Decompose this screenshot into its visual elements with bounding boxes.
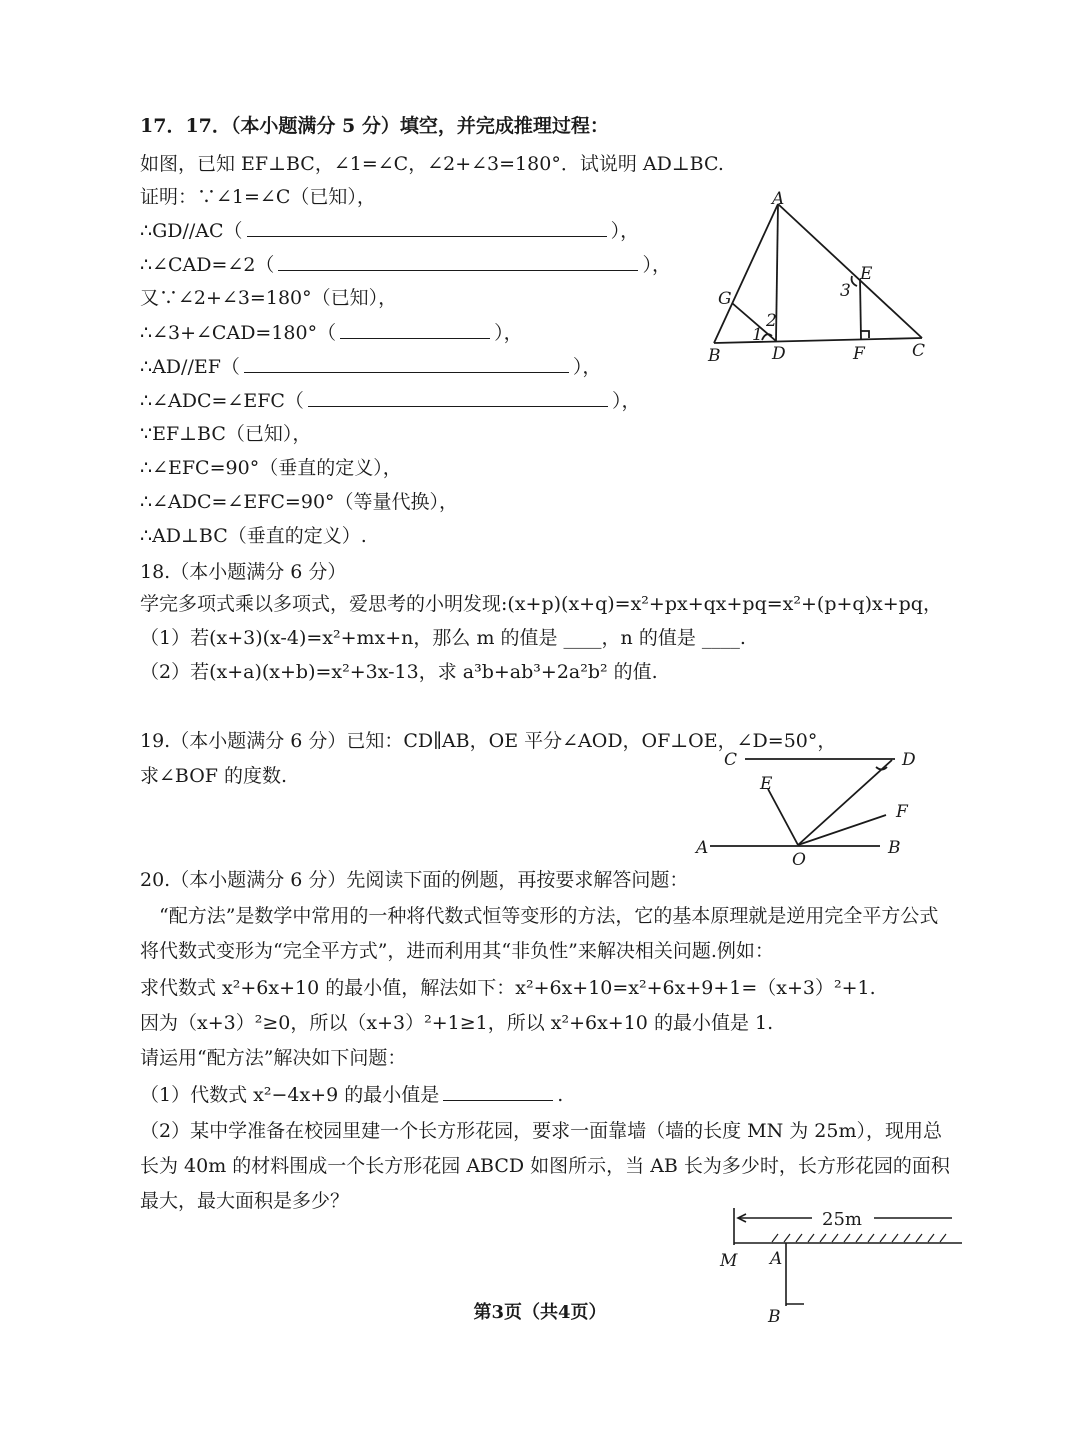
q18-part1: （1）若(x+3)(x-4)=x²+mx+n，那么 m 的值是 ____，n 的值是 ____. <box>140 627 746 649</box>
q17-proof-start: 证明：∵∠1=∠C（已知）， <box>140 186 376 208</box>
answer-blank[interactable] <box>308 386 608 407</box>
q20-part2: （2）某中学准备在校园里建一个长方形花园，要求一面靠墙（墙的长度 MN 为 25m），现用总长为 40m 的材料围成一个长方形花园 ABCD 如图所示，当 AB 长为多少时，长方形花园的面积最大，最大面积是多少？ <box>140 1120 950 1212</box>
q20-part1: （1）代数式 x²−4x+9 的最小值是 . <box>140 1080 563 1109</box>
q17-step6: ∴∠ADC=∠EFC（ ）， <box>140 386 640 415</box>
q20-ask: 请运用“配方法”解决如下问题： <box>140 1047 407 1069</box>
answer-blank[interactable] <box>247 216 607 237</box>
label-angle-1: 1 <box>752 325 763 345</box>
label-M: M <box>720 1251 738 1271</box>
q17-title: 17．17．（本小题满分 5 分）填空，并完成推理过程： <box>140 115 609 137</box>
label-B: B <box>888 838 901 858</box>
label-E: E <box>760 774 773 794</box>
q17-step7: ∵EF⊥BC（已知）， <box>140 423 312 445</box>
label-D: D <box>902 750 916 770</box>
q19-parallel-lines-figure <box>690 745 930 870</box>
label-B: B <box>708 346 721 366</box>
label-D: D <box>772 344 786 364</box>
label-A: A <box>770 1249 783 1269</box>
page-footer: 第3页（共4页） <box>473 1302 607 1323</box>
label-E: E <box>860 264 873 284</box>
label-C: C <box>724 750 738 770</box>
q17-step3: 又∵∠2+∠3=180°（已知）， <box>140 287 398 309</box>
label-C: C <box>912 341 926 361</box>
answer-blank[interactable] <box>244 352 569 373</box>
q20-paragraph: “配方法”是数学中常用的一种将代数式恒等变形的方法，它的基本原理就是逆用完全平方公式将代数式变形为“完全平方式”，进而利用其“非负性”来解决相关问题.例如： <box>140 905 939 962</box>
q19-line2: 求∠BOF 的度数. <box>140 765 288 787</box>
answer-blank[interactable] <box>340 318 490 339</box>
q17-step10: ∴AD⊥BC（垂直的定义）. <box>140 525 367 547</box>
label-F: F <box>896 802 908 822</box>
q17-step2: ∴∠CAD=∠2（ ）， <box>140 250 671 279</box>
answer-blank[interactable] <box>443 1080 553 1101</box>
q19-line1: 19.（本小题满分 6 分）已知：CD∥AB，OE 平分∠AOD，OF⊥OE，∠D=50°， <box>140 730 837 752</box>
q17-given: 如图，已知 EF⊥BC，∠1=∠C，∠2+∠3=180°．试说明 AD⊥BC. <box>140 153 724 175</box>
q17-step9: ∴∠ADC=∠EFC=90°（等量代换）， <box>140 491 459 513</box>
q17-triangle-figure <box>700 188 940 368</box>
label-angle-3: 3 <box>840 281 851 301</box>
label-B: B <box>768 1307 781 1327</box>
wall-hatching <box>772 1234 946 1242</box>
label-F: F <box>853 344 865 364</box>
label-angle-2: 2 <box>766 311 777 331</box>
label-O: O <box>792 850 806 870</box>
q17-step1: ∴GD//AC（ ）， <box>140 216 639 245</box>
q17-step8: ∴∠EFC=90°（垂直的定义）， <box>140 457 402 479</box>
q20-example1: 求代数式 x²+6x+10 的最小值，解法如下：x²+6x+10=x²+6x+9+1=（x+3）²+1. <box>140 977 876 999</box>
label-A: A <box>772 189 785 209</box>
q18-part2: （2）若(x+a)(x+b)=x²+3x-13，求 a³b+ab³+2a²b² 的值. <box>140 661 658 683</box>
q17-step4: ∴∠3+∠CAD=180°（ ）， <box>140 318 523 347</box>
label-A: A <box>696 838 709 858</box>
q20-example2: 因为（x+3）²≥0，所以（x+3）²+1≥1，所以 x²+6x+10 的最小值是 1. <box>140 1012 774 1034</box>
q18-title: 18.（本小题满分 6 分） <box>140 561 347 583</box>
q17-step5: ∴AD//EF（ ）， <box>140 352 601 381</box>
q18-intro: 学完多项式乘以多项式，爱思考的小明发现:(x+p)(x+q)=x²+px+qx+pq=x²+(p+q)x+pq， <box>140 593 942 615</box>
label-wall-length: 25m <box>822 1209 862 1230</box>
label-G: G <box>718 289 732 309</box>
q20-title: 20.（本小题满分 6 分）先阅读下面的例题，再按要求解答问题： <box>140 869 689 891</box>
answer-blank[interactable] <box>278 250 638 271</box>
